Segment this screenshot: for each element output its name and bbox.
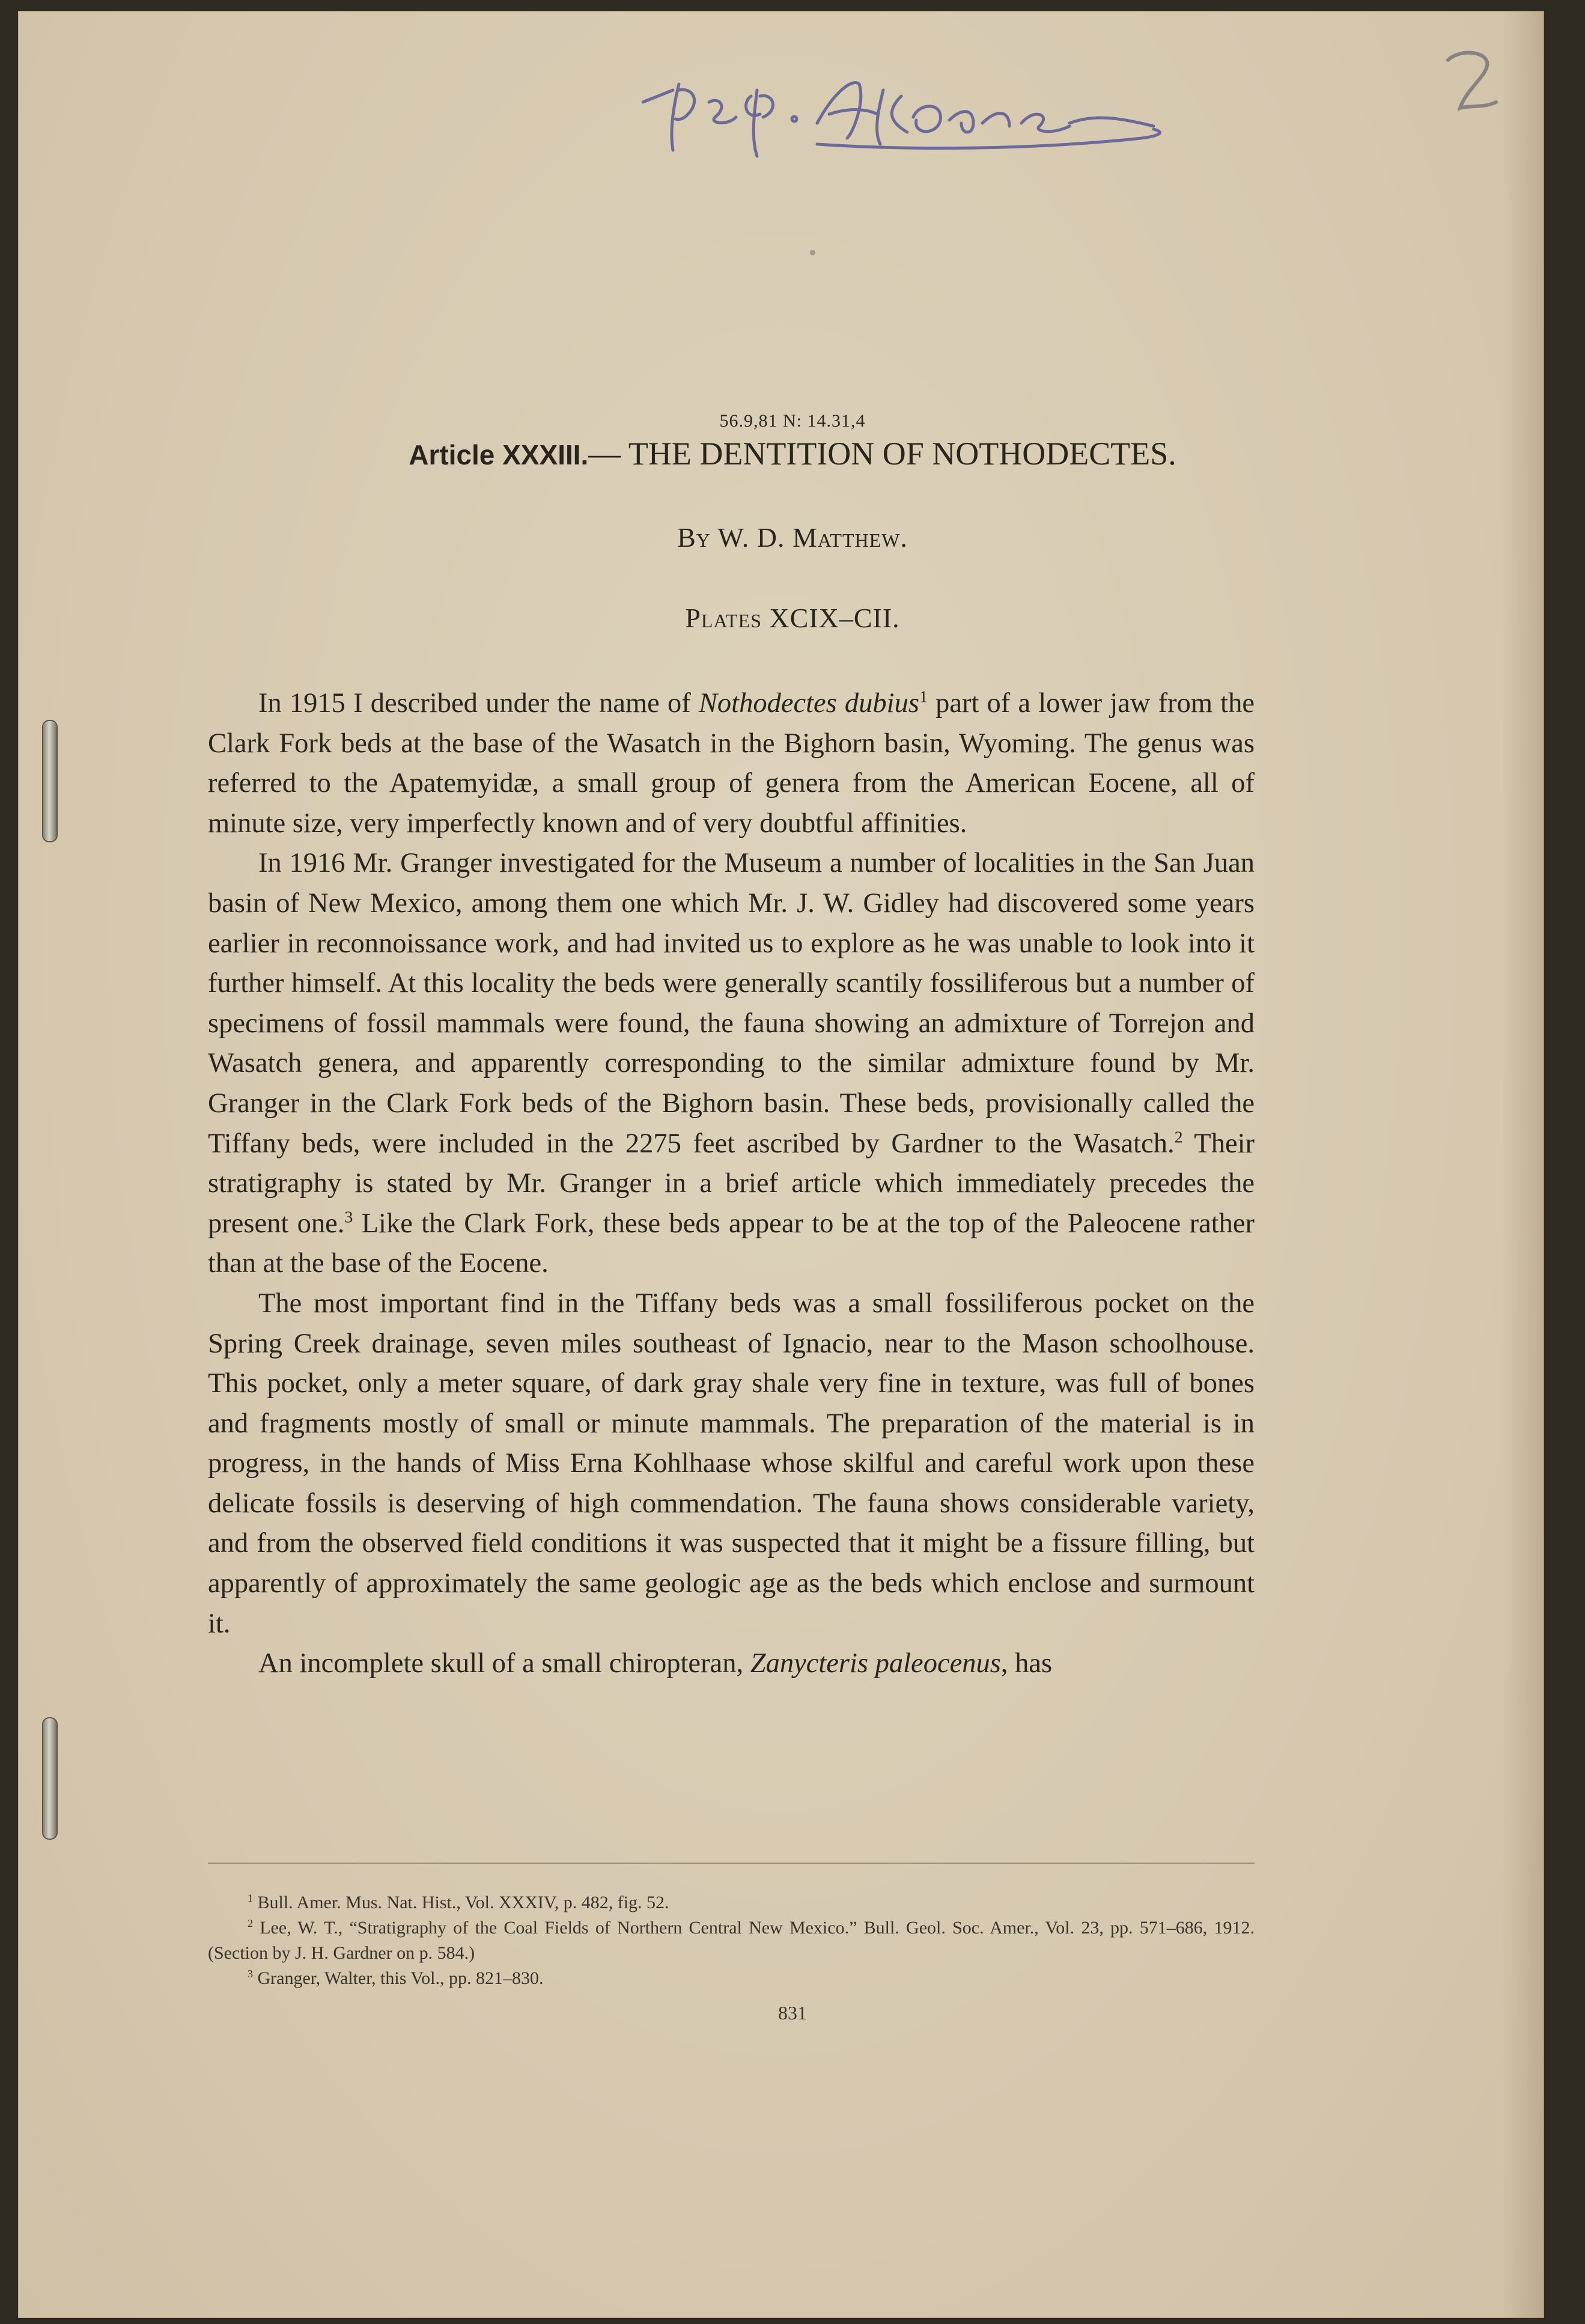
paragraph-2-text-a: In 1916 Mr. Granger investigated for the Museum a number of localities in the San Juan basin of New Mexico, among them one which Mr. J. W. Gidley had discovered some years earlier in reconnoissance work, and had invited us to explore as he was unable to look into it further himself. At this locality the beds were generally scantily fossiliferous but a number of specimens of fossil mammals were found, the fauna showing an admixture of Torrejon and Wasatch genera, and apparently corresponding to the similar admixture found by Mr. Granger in the Clark Fork beds of the Bighorn basin. These beds, provisionally called the Tiffany beds, were included in the 2275 feet ascribed by Gardner to the Wasatch.: [208, 848, 1255, 1159]
article-label: Article XXXIII.: [409, 439, 589, 470]
paragraph-4-text-a: An incomplete skull of a small chiropteran,: [258, 1648, 750, 1679]
footnote-rule: [208, 1863, 1255, 1864]
footnote-text: Bull. Amer. Mus. Nat. Hist., Vol. XXXIV, p. 482, fig. 52.: [257, 1893, 669, 1912]
article-body: [208, 684, 1255, 1684]
taxon-name: Zanycteris paleocenus: [750, 1648, 1001, 1679]
footnote-text: Lee, W. T., “Stratigraphy of the Coal Fields of Northern Central New Mexico.” Bull. Geol. Soc. Amer., Vol. 23, pp. 571–686, 1912. (Section by J. H. Gardner on p. 584.): [208, 1918, 1255, 1963]
taxon-name: Nothodectes dubius: [698, 688, 919, 719]
paragraph-1: [208, 684, 1255, 844]
staple-top: [43, 721, 56, 841]
plates-line: Plates XCIX–CII.: [685, 603, 900, 633]
handwritten-corner-mark: [1436, 42, 1508, 132]
paragraph-2-text-b: Their stratigraphy is stated by Mr. Granger in a brief article which immediately precedes the present one.: [208, 1128, 1255, 1239]
byline: By W. D. Matthew.: [677, 522, 908, 553]
article-title-text: — THE DENTITION OF NOTHODECTES.: [588, 436, 1176, 472]
classification-number: 56.9,81 N: 14.31,4: [719, 411, 866, 431]
footnote-ref: 3: [344, 1208, 353, 1227]
footnote-text: Granger, Walter, this Vol., pp. 821–830.: [257, 1968, 544, 1988]
footnote-mark: 2: [248, 1917, 253, 1929]
paragraph-1-text-b: part of a lower jaw from the Clark Fork beds at the base of the Wasatch in the Bighorn basin, Wyoming. The genus was referred to the Apatemyidæ, a small group of genera from the American Eocene, all of minute size, very imperfectly known and of very doubtful affinities.: [208, 688, 1255, 839]
paragraph-3: The most important find in the Tiffany beds was a small fossiliferous pocket on the Spring Creek drainage, seven miles southeast of Ignacio, near to the Mason schoolhouse. This pocket, only a meter square, of dark gray shale very fine in texture, was full of bones and fragments mostly of small or minute mammals. The preparation of the material is in progress, in the hands of Miss Erna Kohlhaase whose skilful and careful work upon these delicate fossils is deserving of high commendation. The fauna shows considerable variety, and from the observed field conditions it was suspected that it might be a fissure filling, but apparently of approximately the same geologic age as the beds which enclose and surmount it.: [208, 1288, 1255, 1639]
paragraph-4: [208, 1644, 1255, 1684]
footnotes: [208, 1890, 1255, 1991]
page-edge-shadow: [1502, 11, 1544, 2318]
footnote-3: [208, 1966, 1255, 1991]
paper-speck: [810, 250, 815, 255]
paragraph-4-text-b: , has: [1000, 1648, 1053, 1679]
footnote-mark: 3: [248, 1968, 253, 1980]
footnote-1: [208, 1890, 1255, 1915]
paragraph-2-text-c: Like the Clark Fork, these beds appear to be at the top of the Paleocene rather than at the base of the Eocene.: [208, 1208, 1255, 1279]
handwritten-annotation-mark: [637, 66, 1190, 168]
footnote-2: [208, 1915, 1255, 1966]
article-title: [0, 435, 1585, 472]
page-number: 831: [778, 2002, 807, 2024]
footnote-mark: 1: [248, 1892, 253, 1904]
footnote-ref: 1: [919, 687, 928, 707]
paragraph-1-text-a: In 1915 I described under the name of: [258, 688, 699, 719]
paragraph-2: [208, 844, 1255, 1284]
footnote-ref: 2: [1174, 1128, 1183, 1147]
staple-bottom: [43, 1718, 56, 1839]
